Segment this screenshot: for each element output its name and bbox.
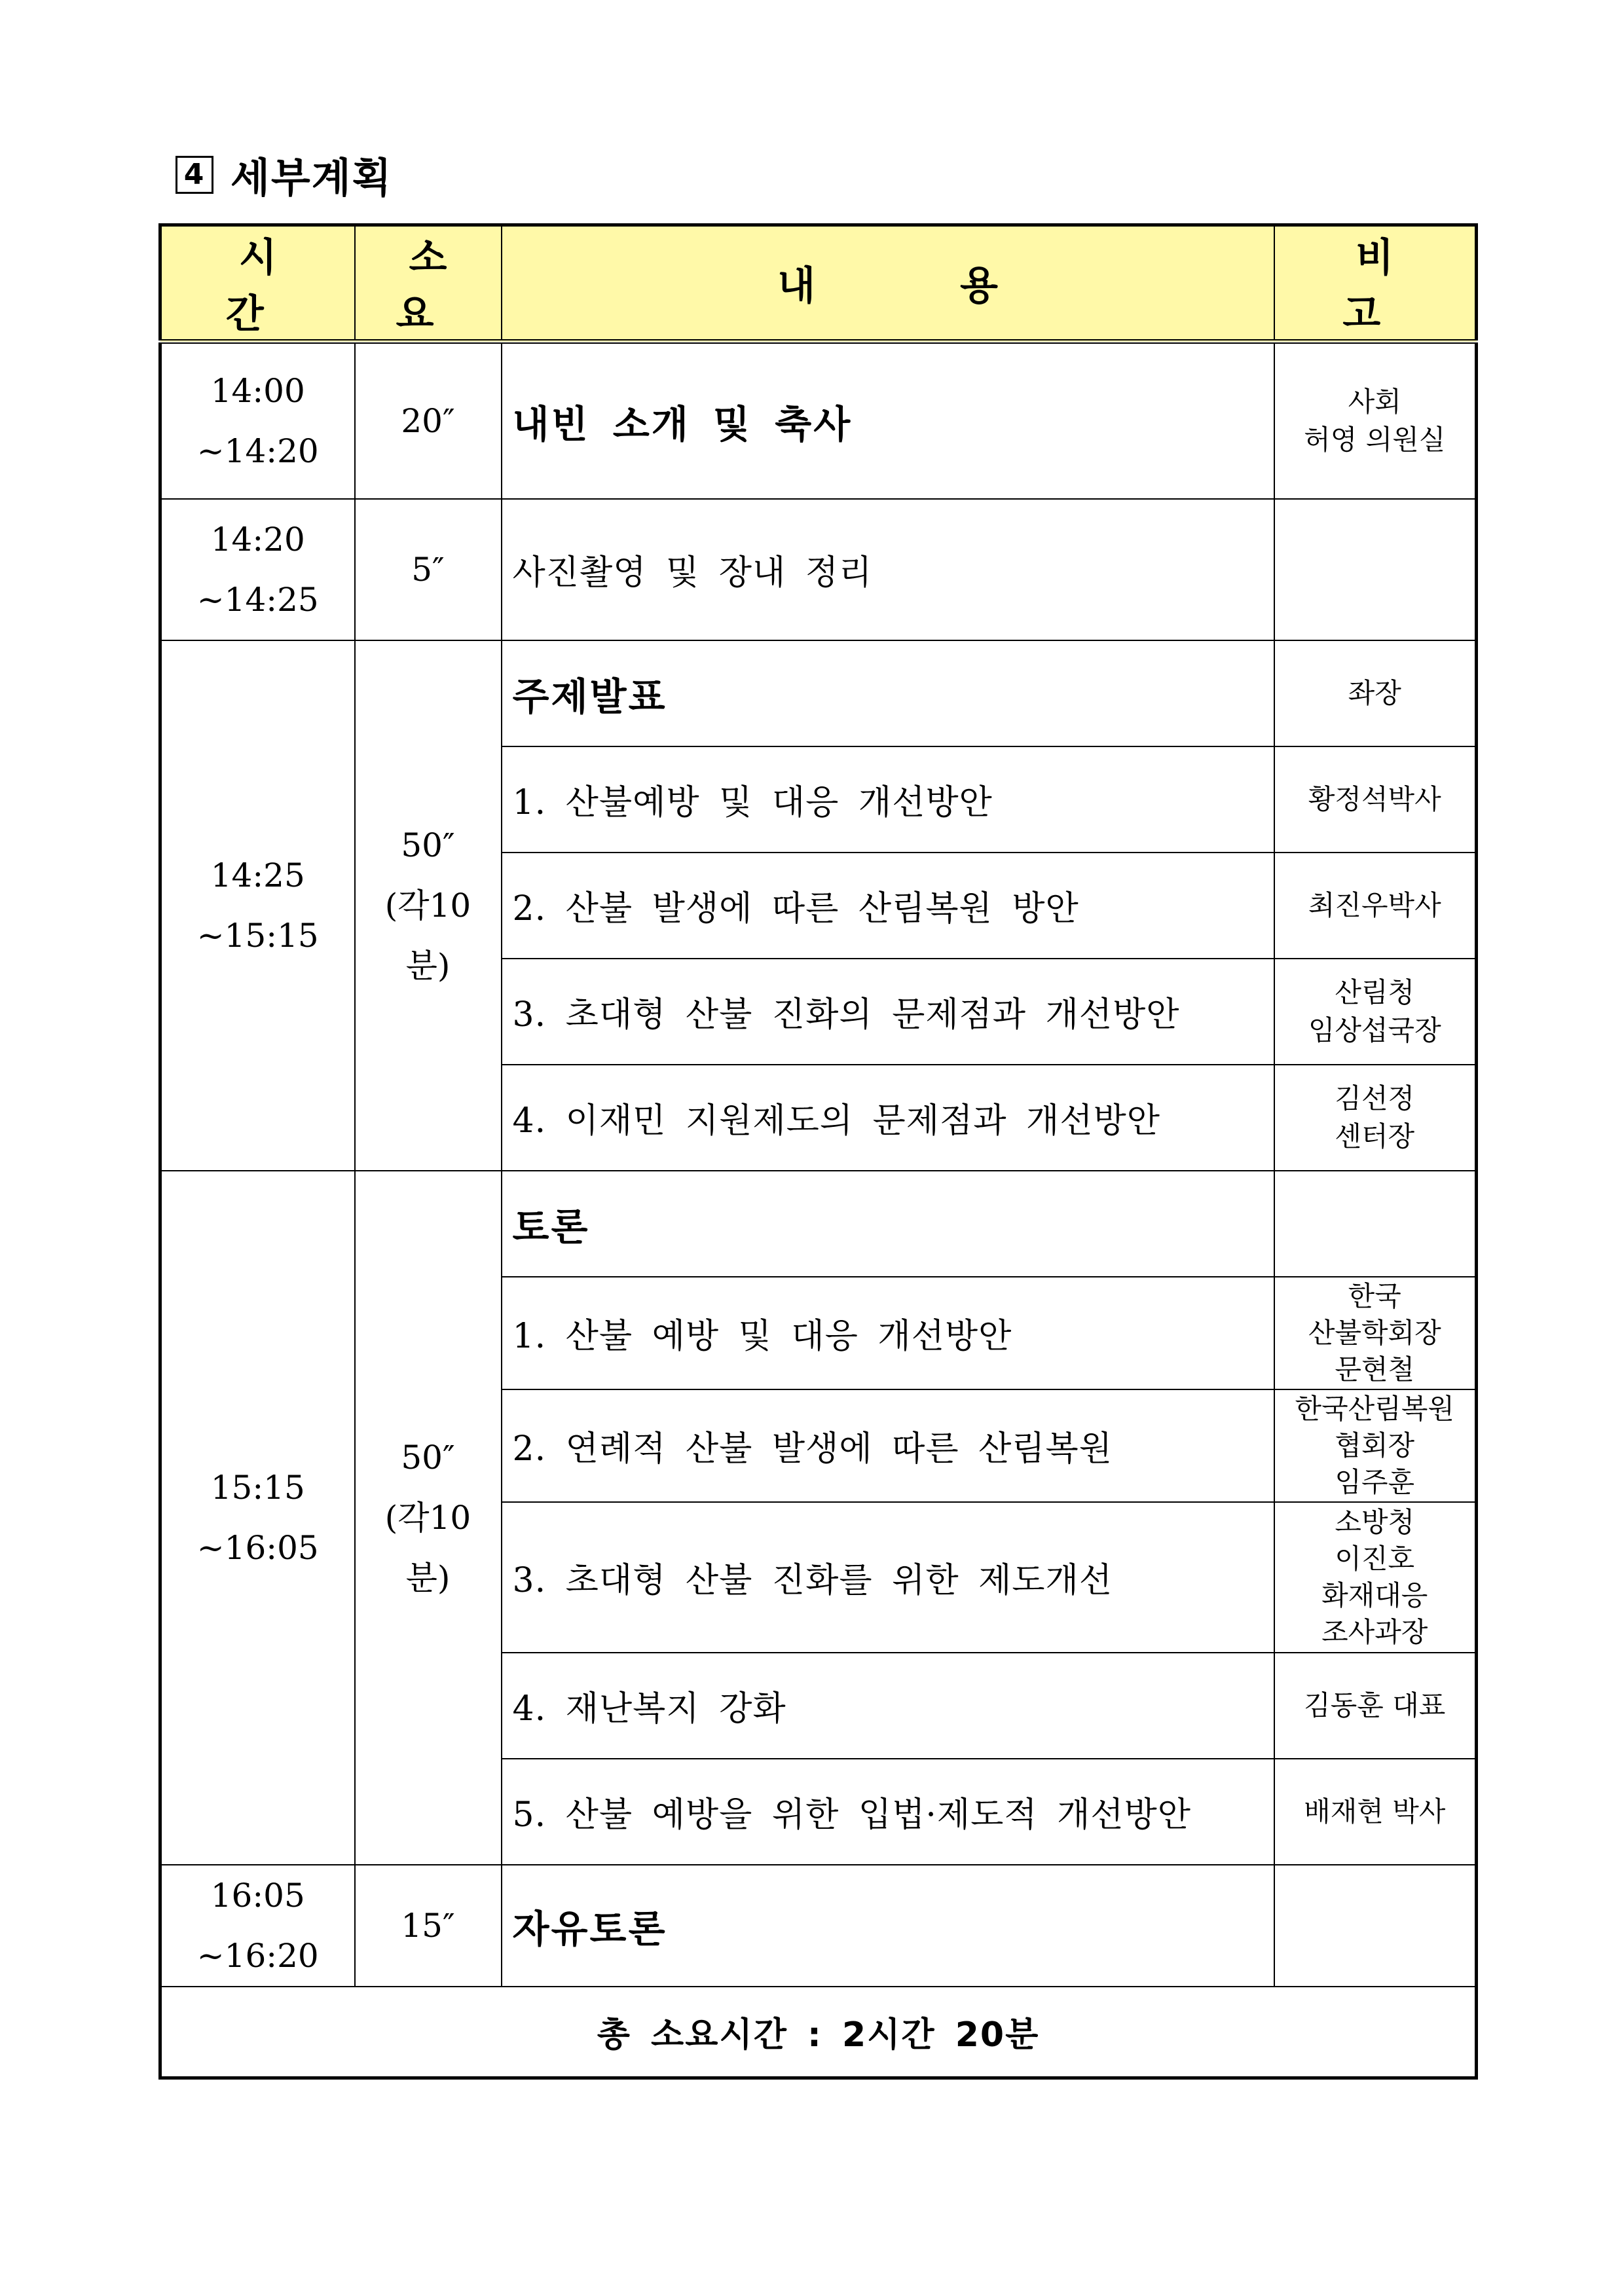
header-content: 내 용 xyxy=(502,225,1274,342)
section-title: 세부계획 xyxy=(231,154,393,202)
discussion-item: 2. 연례적 산불 발생에 따른 산림복원 xyxy=(502,1389,1274,1502)
discussion-item: 5. 산불 예방을 위한 입법·제도적 개선방안 xyxy=(502,1759,1274,1865)
note-cell: 좌장 xyxy=(1274,640,1477,746)
discussion-item: 4. 재난복지 강화 xyxy=(502,1653,1274,1759)
note-cell: 한국 산불학회장 문현철 xyxy=(1274,1277,1477,1389)
note-cell: 김선정 센터장 xyxy=(1274,1065,1477,1171)
note-cell: 소방청 이진호 화재대응 조사과장 xyxy=(1274,1502,1477,1653)
total-duration: 총 소요시간 : 2시간 20분 xyxy=(160,1987,1477,2078)
presentation-item: 3. 초대형 산불 진화의 문제점과 개선방안 xyxy=(502,959,1274,1065)
header-time: 시 간 xyxy=(160,225,355,342)
section-heading xyxy=(175,145,393,204)
discussion-item: 3. 초대형 산불 진화를 위한 제도개선 xyxy=(502,1502,1274,1653)
time-cell: 14:25 ~15:15 xyxy=(160,640,355,1171)
note-cell: 최진우박사 xyxy=(1274,853,1477,959)
note-cell: 산림청 임상섭국장 xyxy=(1274,959,1477,1065)
content-cell: 자유토론 xyxy=(502,1865,1274,1987)
duration-cell: 50″ (각10분) xyxy=(355,1171,502,1865)
time-cell: 16:05 ~16:20 xyxy=(160,1865,355,1987)
presentation-item: 4. 이재민 지원제도의 문제점과 개선방안 xyxy=(502,1065,1274,1171)
note-cell: 배재현 박사 xyxy=(1274,1759,1477,1865)
table-row xyxy=(160,640,1477,746)
note-cell: 사회 허영 의원실 xyxy=(1274,342,1477,499)
duration-cell: 15″ xyxy=(355,1865,502,1987)
section-title-discussion: 토론 xyxy=(502,1171,1274,1277)
note-cell xyxy=(1274,1171,1477,1277)
table-header-row xyxy=(160,225,1477,342)
duration-cell: 5″ xyxy=(355,499,502,640)
section-number-box: 4 xyxy=(175,156,213,194)
total-row xyxy=(160,1987,1477,2078)
note-cell: 김동훈 대표 xyxy=(1274,1653,1477,1759)
presentation-item: 2. 산불 발생에 따른 산림복원 방안 xyxy=(502,853,1274,959)
note-cell xyxy=(1274,1865,1477,1987)
content-cell: 사진촬영 및 장내 정리 xyxy=(502,499,1274,640)
table-row xyxy=(160,1171,1477,1277)
duration-cell: 20″ xyxy=(355,342,502,499)
presentation-item: 1. 산불예방 및 대응 개선방안 xyxy=(502,746,1274,853)
schedule-table xyxy=(158,223,1478,2080)
duration-cell: 50″ (각10분) xyxy=(355,640,502,1171)
time-cell: 15:15 ~16:05 xyxy=(160,1171,355,1865)
content-cell: 내빈 소개 및 축사 xyxy=(502,342,1274,499)
time-cell: 14:20 ~14:25 xyxy=(160,499,355,640)
note-cell: 한국산림복원 협회장 임주훈 xyxy=(1274,1389,1477,1502)
time-cell: 14:00 ~14:20 xyxy=(160,342,355,499)
table-row xyxy=(160,342,1477,499)
header-duration: 소 요 xyxy=(355,225,502,342)
section-title-presentations: 주제발표 xyxy=(502,640,1274,746)
note-cell xyxy=(1274,499,1477,640)
table-row xyxy=(160,499,1477,640)
note-cell: 황정석박사 xyxy=(1274,746,1477,853)
table-row xyxy=(160,1865,1477,1987)
header-note: 비 고 xyxy=(1274,225,1477,342)
discussion-item: 1. 산불 예방 및 대응 개선방안 xyxy=(502,1277,1274,1389)
